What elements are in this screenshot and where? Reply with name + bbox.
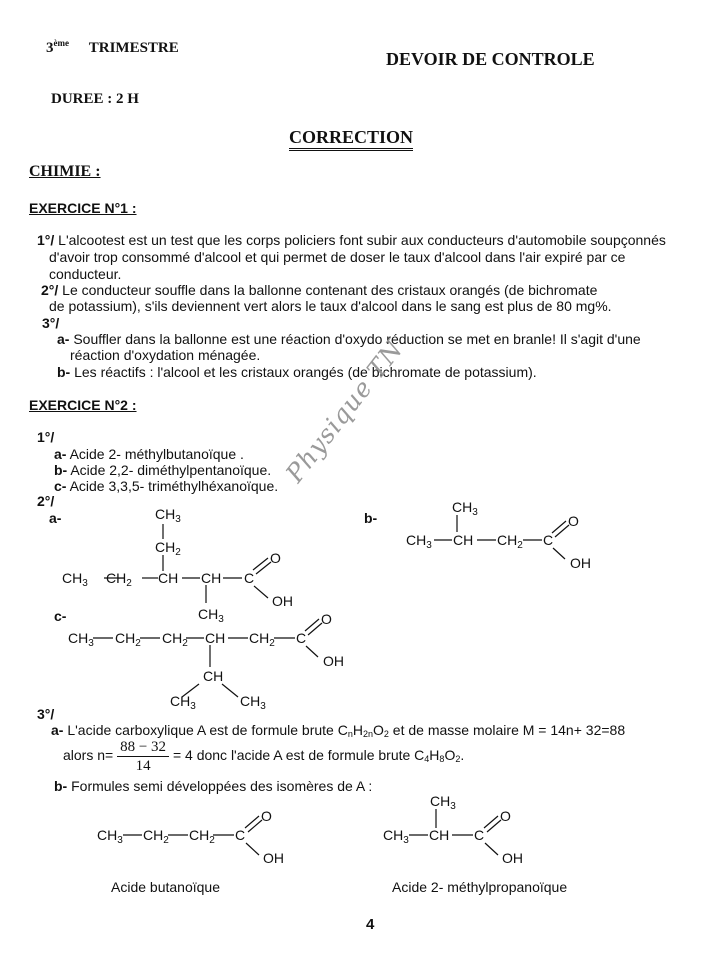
ex2-q1-item-a	[54, 446, 244, 463]
ex2-q2-num: 2°/	[37, 493, 55, 509]
chem-group: $CH_3$	[170, 693, 196, 710]
c-sub: 4	[424, 754, 430, 765]
chem-group: C	[235, 827, 246, 843]
result-text: = 4 donc l'acide A est de formule brute C	[169, 747, 425, 764]
ex2-q1-item-c	[54, 478, 278, 495]
alors-text: alors n=	[63, 747, 114, 764]
bond	[222, 684, 238, 697]
ex2-q3a-label: a-	[51, 722, 64, 738]
chem-group: $CH_3$	[452, 499, 478, 518]
sub-2: 2	[383, 729, 389, 739]
ex2-q1-num: 1°/	[37, 429, 55, 445]
chem-group: $CH_2$	[106, 570, 132, 589]
chem-group: O	[568, 513, 579, 529]
exercise1-title: EXERCICE N°1 :	[29, 200, 137, 216]
double-bond	[245, 816, 259, 828]
ex1-q2-num: 2°/	[41, 282, 59, 298]
ex1-q2-line2: de potassium), s'ils deviennent vert alors le taux d'alcool dans le sang est plus de 80 mg%.	[49, 298, 612, 314]
exam-title: DEVOIR DE CONTROLE	[386, 49, 595, 69]
chem-group: $CH_3$	[198, 606, 224, 625]
chem-group: OH	[272, 593, 293, 609]
chem-group: $CH_2$	[497, 532, 523, 551]
ex2-q3-num: 3°/	[37, 706, 55, 722]
chem-group: $CH_2$	[155, 539, 181, 558]
duration: DUREE : 2 H	[51, 91, 139, 107]
chem-group: C	[543, 532, 554, 548]
ex1-q1-line3: conducteur.	[49, 266, 122, 282]
ex1-q2-line1: Le conducteur souffle dans la ballonne contenant des cristaux orangés (de bichromate	[58, 282, 598, 298]
ex2-q1a-label: a-	[54, 446, 67, 462]
isomer-name: Acide 2- méthylpropanoïque	[392, 879, 568, 895]
ex2-q2c-label: c-	[54, 608, 67, 624]
trimester-text: TRIMESTRE	[88, 40, 179, 56]
isomer-methylpropanoic	[360, 790, 720, 900]
ex1-q3-num: 3°/	[42, 315, 60, 331]
ex1-q1	[37, 232, 666, 249]
chem-group: $CH_2$	[162, 630, 188, 649]
section-title: CHIMIE :	[29, 163, 101, 180]
exercise2-title: EXERCICE N°2 :	[29, 397, 137, 413]
chem-group: O	[261, 808, 272, 824]
double-bond	[248, 820, 262, 832]
bond	[485, 843, 498, 855]
bond	[254, 586, 268, 598]
ex2-q1c-text: Acide 3,3,5- triméthylhéxanoïque.	[66, 478, 279, 494]
structure-b	[360, 490, 720, 590]
h-symbol: H	[352, 722, 363, 738]
chem-group: $CH_3$	[430, 793, 456, 812]
fraction	[117, 738, 169, 775]
ex2-q3b-text: Formules semi développées des isomères de A :	[67, 778, 373, 794]
chem-group: C	[244, 570, 255, 586]
doc-title: CORRECTION	[289, 126, 413, 151]
o-sub: 2	[455, 754, 461, 765]
double-bond	[552, 521, 566, 533]
ex2-q1b-label: b-	[54, 462, 68, 478]
chem-group: $CH_3$	[68, 630, 94, 649]
chem-group: $CH_2$	[115, 630, 141, 649]
chem-group: $CH_2$	[189, 827, 215, 846]
chem-group: $CH_3$	[155, 506, 181, 525]
chem-group: $CH_2$	[249, 630, 275, 649]
bond	[246, 843, 259, 855]
ex2-q3a-text1: L'acide carboxylique A est de formule brute C	[63, 722, 348, 738]
chem-group: $CH_3$	[406, 532, 432, 551]
page-number: 4	[366, 916, 375, 933]
ex1-q3a-label: a-	[57, 331, 70, 347]
ex2-q2a-label: a-	[49, 510, 62, 526]
chem-group: C	[474, 827, 485, 843]
chem-group: $CH_3$	[62, 570, 88, 589]
chem-group: OH	[570, 555, 591, 571]
ex2-q3a-text2: et de masse molaire M = 14n+ 32=88	[388, 722, 626, 738]
ex2-q3a-calc	[63, 738, 464, 775]
trimester-sup: ème	[53, 38, 69, 48]
bond	[306, 646, 318, 657]
double-bond	[253, 558, 268, 570]
end-dot: .	[460, 747, 465, 764]
ex2-q1a-text: Acide 2- méthylbutanoïque .	[66, 446, 244, 462]
chem-group: CH	[453, 532, 474, 548]
chem-group: $CH_3$	[383, 827, 409, 846]
sub-n: n	[347, 729, 353, 739]
bond	[553, 548, 565, 559]
chem-group: CH	[201, 570, 222, 586]
ex2-q3b-label: b-	[54, 778, 68, 794]
ex1-q3a	[57, 331, 641, 348]
ex1-q3a-line1: Souffler dans la ballonne est une réaction d'oxydo réduction se met en branle! Il s'agit d'une	[69, 331, 641, 347]
chem-group: O	[500, 808, 511, 824]
chem-group: OH	[263, 850, 284, 866]
structure-c	[0, 605, 400, 710]
double-bond	[555, 525, 569, 537]
watermark: Physique TN	[280, 334, 409, 488]
o-symbol: O	[373, 722, 384, 738]
ex2-q1b-text: Acide 2,2- diméthylpentanoïque.	[67, 462, 272, 478]
double-bond	[308, 623, 322, 635]
double-bond	[484, 816, 498, 828]
ex1-q3b	[57, 364, 537, 381]
fraction-denominator: 14	[135, 758, 151, 774]
h-symbol-2: H	[429, 747, 440, 764]
ex2-q1-item-b	[54, 462, 271, 479]
fraction-numerator: 88 − 32	[117, 738, 169, 757]
chem-group: OH	[502, 850, 523, 866]
h-sub: 8	[439, 754, 445, 765]
chem-group: OH	[323, 653, 344, 669]
isomer-butanoic	[0, 795, 360, 900]
double-bond	[487, 820, 501, 832]
sub-2n: 2n	[362, 729, 373, 739]
chem-group: CH	[205, 630, 226, 646]
trimester-ordinal: 3	[46, 40, 54, 56]
ex2-q2b-label: b-	[364, 510, 378, 526]
chem-group: C	[296, 630, 307, 646]
ex2-q1c-label: c-	[54, 478, 67, 494]
chem-group: O	[321, 611, 332, 627]
chem-group: $CH_3$	[240, 693, 266, 710]
chem-group: CH	[429, 827, 450, 843]
double-bond	[256, 562, 271, 574]
ex1-q1-line2: d'avoir trop consommé d'alcool et qui permet de doser le taux d'alcool dans l'air expiré par ce	[49, 249, 626, 265]
chem-group: CH	[203, 668, 224, 684]
ex1-q1-line1: L'alcootest est un test que les corps policiers font subir aux conducteurs d'automobile soupçonnés	[54, 232, 666, 248]
chem-group: O	[270, 550, 281, 566]
ex1-q2	[41, 282, 597, 299]
o-symbol-2: O	[444, 747, 456, 764]
ex1-q3b-label: b-	[57, 364, 71, 380]
chem-group: CH	[158, 570, 179, 586]
ex1-q3a-line2: réaction d'oxydation ménagée.	[70, 347, 261, 363]
ex2-q3b	[54, 778, 372, 795]
trimester-label	[46, 38, 179, 57]
chem-group: $CH_2$	[143, 827, 169, 846]
chem-group: $CH_3$	[97, 827, 123, 846]
double-bond	[305, 619, 319, 631]
ex1-q1-num: 1°/	[37, 232, 55, 248]
ex1-q3b-line1: Les réactifs : l'alcool et les cristaux orangés (de bichromate de potassium).	[70, 364, 537, 380]
isomer-name: Acide butanoïque	[111, 879, 220, 895]
